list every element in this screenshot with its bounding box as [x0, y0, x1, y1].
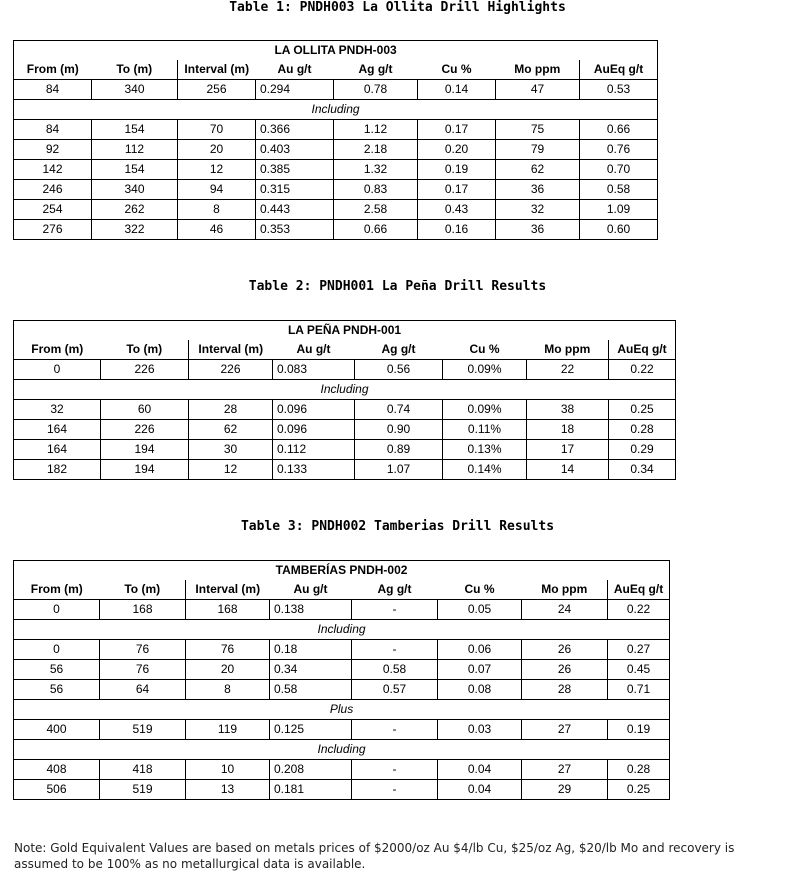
table-cell: Plus	[14, 700, 670, 720]
table-cell: 0.19	[418, 160, 496, 180]
table-cell: 76	[100, 660, 186, 680]
table-cell: 75	[496, 120, 580, 140]
table-cell: Mo ppm	[527, 340, 609, 360]
table-cell: 26	[522, 640, 608, 660]
table-cell: 8	[186, 680, 270, 700]
table-cell: 0.74	[355, 400, 443, 420]
table-cell: 36	[496, 180, 580, 200]
table-cell: 0	[14, 640, 100, 660]
table-cell: 0.208	[270, 760, 352, 780]
table-cell: 164	[14, 420, 101, 440]
table-cell: 0.125	[270, 720, 352, 740]
table-cell: From (m)	[14, 60, 92, 80]
table-cell: 0.385	[256, 160, 334, 180]
table-cell: 24	[522, 600, 608, 620]
table-cell: 340	[92, 180, 178, 200]
table-cell: 10	[186, 760, 270, 780]
table-cell: 0.58	[352, 660, 438, 680]
table-cell: 56	[14, 680, 100, 700]
table-cell: 0.22	[608, 600, 670, 620]
table-cell: 0.03	[438, 720, 522, 740]
table-separator-row	[14, 620, 670, 640]
table-title-row	[14, 561, 670, 581]
table-cell: 256	[178, 80, 256, 100]
table-cell: 32	[14, 400, 101, 420]
table-cell: 226	[101, 360, 189, 380]
table-cell: AuEq g/t	[608, 580, 670, 600]
drill-table-la-pena	[13, 320, 676, 480]
table-separator-row	[14, 380, 676, 400]
table-row	[14, 360, 676, 380]
table-separator-row	[14, 100, 658, 120]
table-cell: 226	[189, 360, 273, 380]
table-cell: Mo ppm	[522, 580, 608, 600]
table-cell: Au g/t	[256, 60, 334, 80]
table-cell: Mo ppm	[496, 60, 580, 80]
table-cell: 0.76	[580, 140, 658, 160]
table-cell: 0.403	[256, 140, 334, 160]
table-cell: 0.89	[355, 440, 443, 460]
table-cell: 84	[14, 80, 92, 100]
table-cell: 0.14	[418, 80, 496, 100]
table-cell: 276	[14, 220, 92, 240]
table-header-row	[14, 580, 670, 600]
table-cell: 0.58	[580, 180, 658, 200]
table-cell: 0.112	[273, 440, 355, 460]
table-row	[14, 220, 658, 240]
table-cell: Including	[14, 620, 670, 640]
table-row	[14, 180, 658, 200]
table-cell: 0.06	[438, 640, 522, 660]
table-header-row	[14, 60, 658, 80]
table-row	[14, 420, 676, 440]
table-cell: 408	[14, 760, 100, 780]
table-cell: 32	[496, 200, 580, 220]
table-cell: 70	[178, 120, 256, 140]
table-cell: 0.56	[355, 360, 443, 380]
table-cell: 164	[14, 440, 101, 460]
table-cell: 0.133	[273, 460, 355, 480]
table3-caption: Table 3: PNDH002 Tamberias Drill Results	[240, 519, 555, 534]
table-cell: 112	[92, 140, 178, 160]
table-cell: Cu %	[438, 580, 522, 600]
table-cell: AuEq g/t	[609, 340, 676, 360]
drill-table-tamberias	[13, 560, 670, 800]
table-cell: 27	[522, 720, 608, 740]
table-cell: Cu %	[418, 60, 496, 80]
table-cell: 0.096	[273, 420, 355, 440]
table-cell: 0.57	[352, 680, 438, 700]
table-cell: 12	[178, 160, 256, 180]
table-cell: 0	[14, 360, 101, 380]
table-cell: 0.294	[256, 80, 334, 100]
table-cell: 38	[527, 400, 609, 420]
table-cell: 322	[92, 220, 178, 240]
table-separator-row	[14, 740, 670, 760]
table-cell: 0.25	[609, 400, 676, 420]
table-cell: 168	[100, 600, 186, 620]
table-cell: 0.353	[256, 220, 334, 240]
table-cell: 142	[14, 160, 92, 180]
table-cell: 0.443	[256, 200, 334, 220]
table-cell: 400	[14, 720, 100, 740]
table-cell: 519	[100, 720, 186, 740]
table2-caption: Table 2: PNDH001 La Peña Drill Results	[248, 279, 547, 294]
table-cell: 0.04	[438, 760, 522, 780]
table-cell: 62	[496, 160, 580, 180]
table-row	[14, 680, 670, 700]
table-cell: Au g/t	[270, 580, 352, 600]
table-cell: To (m)	[100, 580, 186, 600]
table-row	[14, 400, 676, 420]
table-cell: 1.09	[580, 200, 658, 220]
table-cell: 0.83	[334, 180, 418, 200]
table-cell: 0.14%	[443, 460, 527, 480]
table-cell: 0.366	[256, 120, 334, 140]
table-cell: 30	[189, 440, 273, 460]
table-cell: -	[352, 720, 438, 740]
table-cell: 506	[14, 780, 100, 800]
table-cell: 519	[100, 780, 186, 800]
table-row	[14, 640, 670, 660]
table-separator-row	[14, 700, 670, 720]
table-cell: 0.27	[608, 640, 670, 660]
table-cell: 20	[186, 660, 270, 680]
table-cell: 0.17	[418, 180, 496, 200]
table-cell: 84	[14, 120, 92, 140]
table-cell: 0.19	[608, 720, 670, 740]
table-cell: 2.18	[334, 140, 418, 160]
table-cell: Cu %	[443, 340, 527, 360]
table-cell: 194	[101, 440, 189, 460]
table-row	[14, 780, 670, 800]
table-cell: 418	[100, 760, 186, 780]
table-cell: Interval (m)	[186, 580, 270, 600]
table-cell: 56	[14, 660, 100, 680]
table-row	[14, 140, 658, 160]
table-cell: 154	[92, 160, 178, 180]
table-cell: 0.05	[438, 600, 522, 620]
table-cell: TAMBERÍAS PNDH-002	[14, 561, 670, 581]
table-cell: 0.18	[270, 640, 352, 660]
table-cell: 340	[92, 80, 178, 100]
table-cell: 47	[496, 80, 580, 100]
table-cell: -	[352, 600, 438, 620]
table-cell: 0.13%	[443, 440, 527, 460]
table-cell: 0.90	[355, 420, 443, 440]
table-cell: 76	[100, 640, 186, 660]
table-header-row	[14, 340, 676, 360]
table-cell: To (m)	[101, 340, 189, 360]
table-cell: 20	[178, 140, 256, 160]
table1-caption: Table 1: PNDH003 La Ollita Drill Highlights	[229, 0, 566, 15]
table-cell: 27	[522, 760, 608, 780]
table-cell: 0.17	[418, 120, 496, 140]
table-row	[14, 760, 670, 780]
table-cell: 14	[527, 460, 609, 480]
table-cell: 262	[92, 200, 178, 220]
table-cell: 26	[522, 660, 608, 680]
table-cell: Including	[14, 380, 676, 400]
table-cell: 0.20	[418, 140, 496, 160]
table-cell: 60	[101, 400, 189, 420]
table-cell: 0.58	[270, 680, 352, 700]
table-cell: 0.78	[334, 80, 418, 100]
drill-table-la-ollita	[13, 40, 658, 240]
table-cell: 28	[189, 400, 273, 420]
table-cell: Au g/t	[273, 340, 355, 360]
table-cell: 254	[14, 200, 92, 220]
table-cell: To (m)	[92, 60, 178, 80]
table-cell: 0.43	[418, 200, 496, 220]
table-cell: 13	[186, 780, 270, 800]
table-row	[14, 660, 670, 680]
table-cell: 0.16	[418, 220, 496, 240]
table-cell: 0.66	[580, 120, 658, 140]
table-cell: LA OLLITA PNDH-003	[14, 41, 658, 61]
table-cell: 0.08	[438, 680, 522, 700]
table-cell: 0.28	[609, 420, 676, 440]
table-cell: Ag g/t	[352, 580, 438, 600]
table-cell: 0.71	[608, 680, 670, 700]
table-row	[14, 440, 676, 460]
table-cell: 29	[522, 780, 608, 800]
table-cell: 79	[496, 140, 580, 160]
table-cell: 36	[496, 220, 580, 240]
table-cell: 0.53	[580, 80, 658, 100]
table-cell: 194	[101, 460, 189, 480]
table-cell: 0.22	[609, 360, 676, 380]
table-cell: 62	[189, 420, 273, 440]
table-cell: 64	[100, 680, 186, 700]
table-cell: LA PEÑA PNDH-001	[14, 321, 676, 341]
table-cell: 0.45	[608, 660, 670, 680]
table-cell: -	[352, 640, 438, 660]
table-cell: 1.07	[355, 460, 443, 480]
table-title-row	[14, 321, 676, 341]
table-cell: 0.34	[609, 460, 676, 480]
table-cell: -	[352, 780, 438, 800]
table-cell: 0.07	[438, 660, 522, 680]
table-cell: 0.138	[270, 600, 352, 620]
table-cell: 0.315	[256, 180, 334, 200]
table-cell: Including	[14, 740, 670, 760]
table-cell: 46	[178, 220, 256, 240]
table-cell: 12	[189, 460, 273, 480]
table-cell: 18	[527, 420, 609, 440]
table-cell: 1.12	[334, 120, 418, 140]
table-cell: 0.66	[334, 220, 418, 240]
table-cell: Ag g/t	[334, 60, 418, 80]
table-cell: 226	[101, 420, 189, 440]
table-cell: 2.58	[334, 200, 418, 220]
table-cell: 0.096	[273, 400, 355, 420]
table-cell: 17	[527, 440, 609, 460]
table-cell: 28	[522, 680, 608, 700]
table-cell: 92	[14, 140, 92, 160]
table-cell: 0.28	[608, 760, 670, 780]
table-cell: 22	[527, 360, 609, 380]
table-cell: 0.34	[270, 660, 352, 680]
table-cell: 0.09%	[443, 400, 527, 420]
table-cell: Ag g/t	[355, 340, 443, 360]
table-title-row	[14, 41, 658, 61]
table-row	[14, 460, 676, 480]
table-cell: 94	[178, 180, 256, 200]
table-cell: 246	[14, 180, 92, 200]
table-cell: From (m)	[14, 340, 101, 360]
table-row	[14, 80, 658, 100]
table-cell: 1.32	[334, 160, 418, 180]
table-cell: 0.04	[438, 780, 522, 800]
table-cell: 119	[186, 720, 270, 740]
table-cell: Interval (m)	[189, 340, 273, 360]
table-cell: 0.60	[580, 220, 658, 240]
table-cell: 0.181	[270, 780, 352, 800]
table-row	[14, 200, 658, 220]
table-row	[14, 720, 670, 740]
table-row	[14, 160, 658, 180]
table-cell: 0.11%	[443, 420, 527, 440]
table-cell: 0.083	[273, 360, 355, 380]
table-cell: 76	[186, 640, 270, 660]
table-cell: 0.70	[580, 160, 658, 180]
gold-equivalent-note: Note: Gold Equivalent Values are based on metals prices of $2000/oz Au $4/lb Cu, $25/oz Ag, $20/lb Mo and recovery is assumed to be 100% as no metallurgical data is available.	[14, 841, 735, 871]
table-row	[14, 600, 670, 620]
table-cell: Interval (m)	[178, 60, 256, 80]
table-cell: AuEq g/t	[580, 60, 658, 80]
table-cell: 168	[186, 600, 270, 620]
table-row	[14, 120, 658, 140]
table-cell: 0.25	[608, 780, 670, 800]
table-cell: 8	[178, 200, 256, 220]
table-cell: 0	[14, 600, 100, 620]
table-cell: 0.29	[609, 440, 676, 460]
table-cell: 154	[92, 120, 178, 140]
table-cell: -	[352, 760, 438, 780]
table-cell: Including	[14, 100, 658, 120]
table-cell: From (m)	[14, 580, 100, 600]
table-cell: 0.09%	[443, 360, 527, 380]
table-cell: 182	[14, 460, 101, 480]
